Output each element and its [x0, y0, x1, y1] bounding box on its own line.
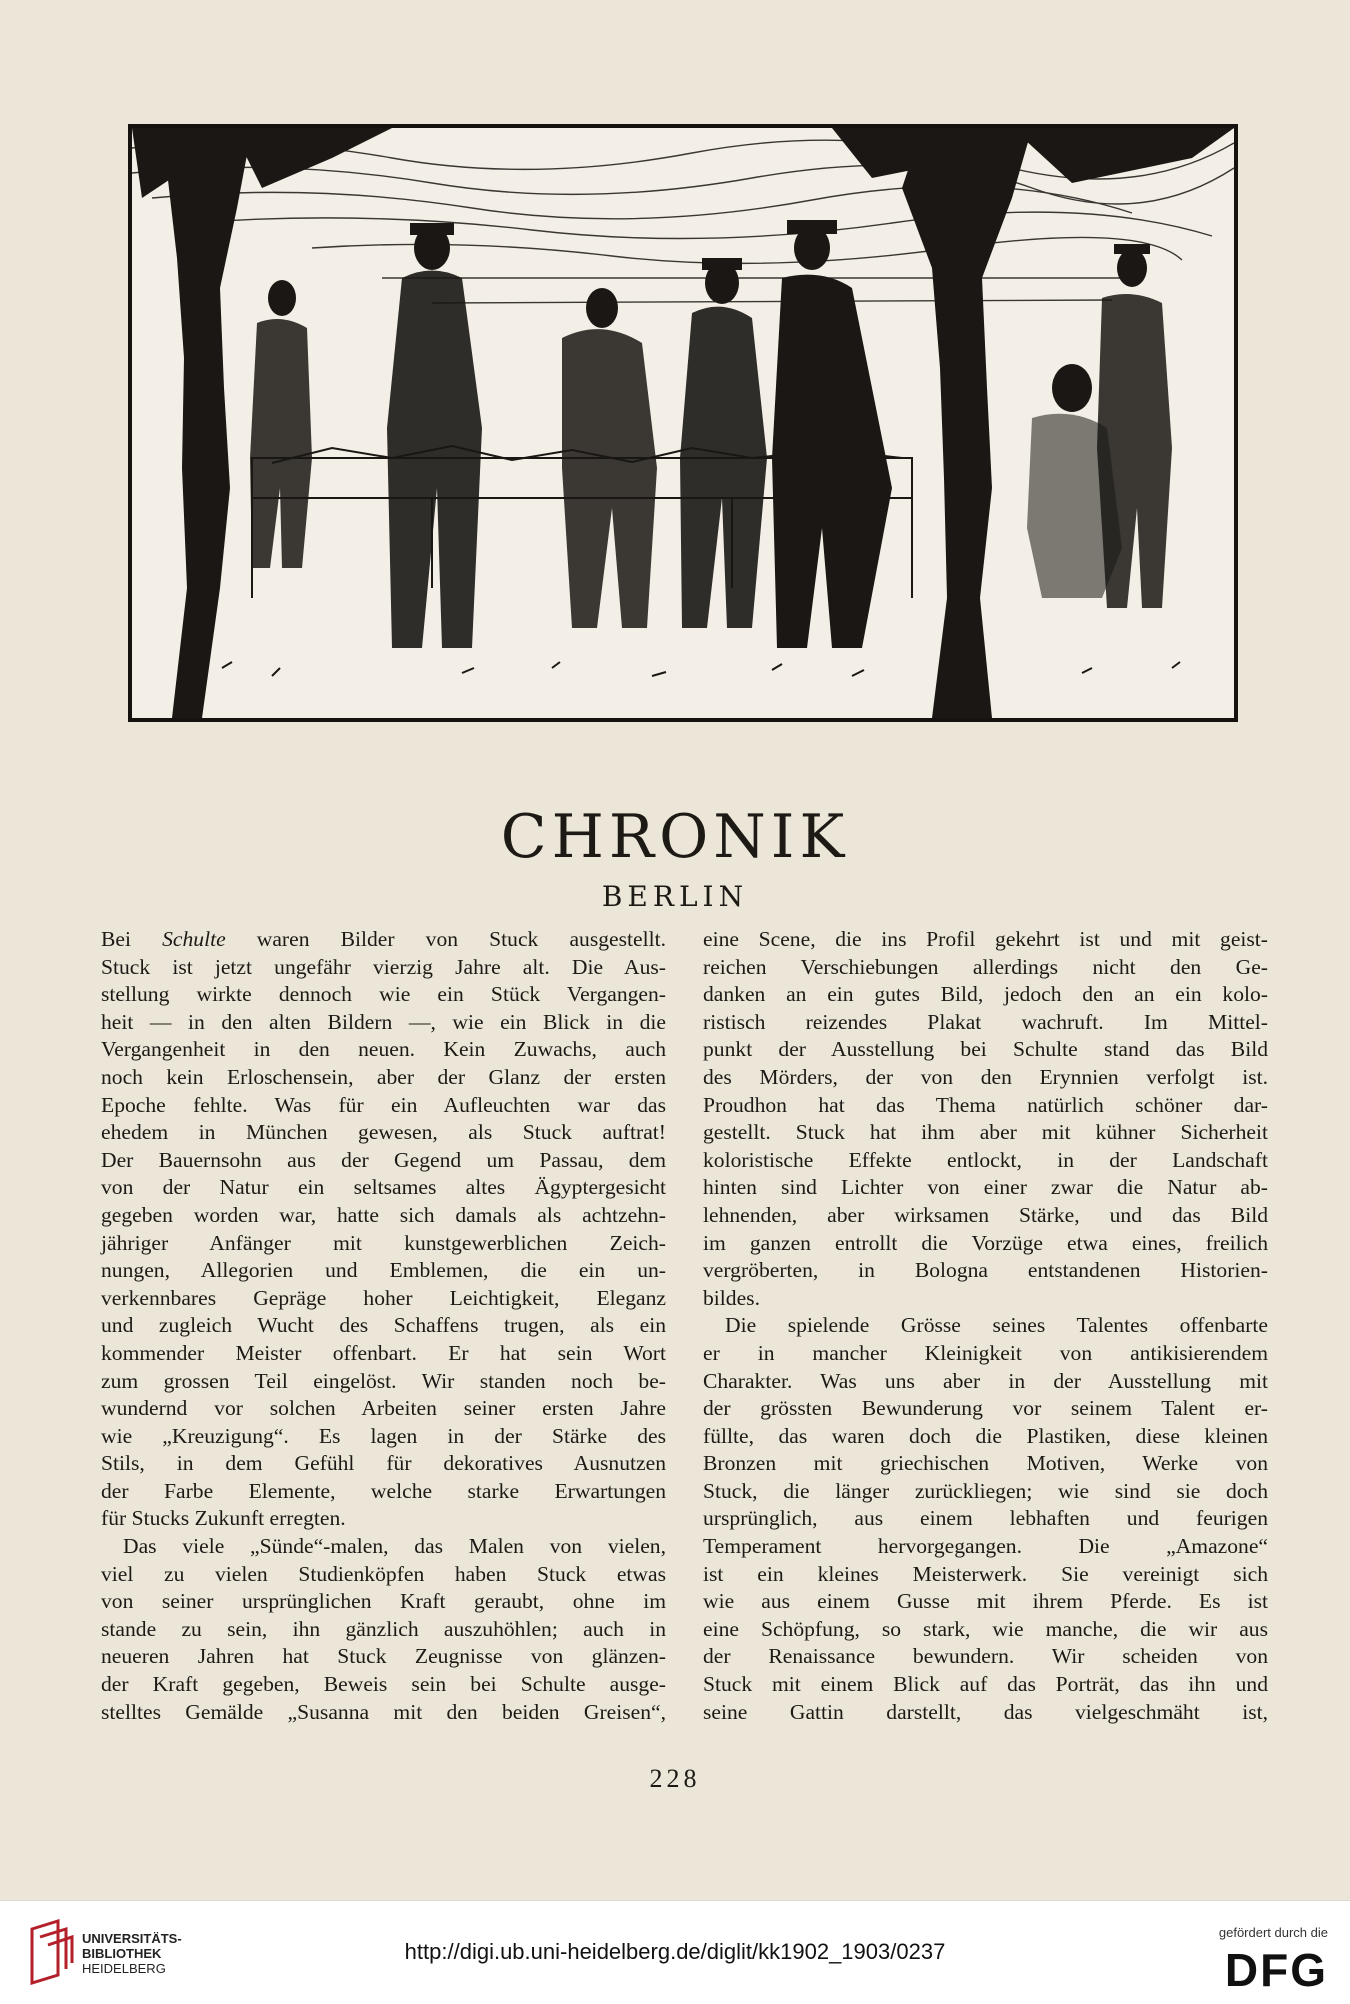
text-line: jähriger Anfänger mit kunstgewerblichen Zeich-	[101, 1230, 666, 1255]
text-line: wie aus einem Gusse mit ihrem Pferde. Es ist	[703, 1589, 1268, 1614]
text-line: ursprünglich, aus einem lebhaften und feurigen	[703, 1506, 1268, 1531]
text-line: Temperament hervorgegangen. Die „Amazone“	[703, 1534, 1268, 1559]
text-line: Stuck mit einem Blick auf das Porträt, das ihn und	[703, 1672, 1268, 1697]
page-title: CHRONIK	[500, 802, 850, 872]
text-line: viel zu vielen Studienköpfen haben Stuck etwas	[101, 1561, 666, 1586]
text-line: Stuck, die länger zurückliegen; wie sind sie doch	[703, 1478, 1268, 1503]
text-line: Bei Schulte waren Bilder von Stuck ausgestellt.	[101, 927, 666, 951]
text-line: der Farbe Elemente, welche starke Erwartungen	[101, 1478, 666, 1503]
text-line: zum grossen Teil eingelöst. Wir standen noch be-	[101, 1368, 666, 1393]
text-line: gestellt. Stuck hat ihm aber mit kühner Sicherheit	[703, 1120, 1268, 1145]
text-line: ist ein kleines Meisterwerk. Sie vereinigt sich	[703, 1561, 1268, 1586]
text-line: Das viele „Sünde“-malen, das Malen von vielen,	[123, 1534, 666, 1559]
text-line: punkt der Ausstellung bei Schulte stand das Bild	[703, 1037, 1268, 1062]
text-line: kommender Meister offenbart. Er hat sein Wort	[101, 1340, 666, 1365]
text-line: stellung wirkte dennoch wie ein Stück Vergangen-	[101, 982, 666, 1007]
text-column-right	[703, 926, 1268, 1726]
text-line: der Kraft gegeben, Beweis sein bei Schulte ausge-	[101, 1672, 666, 1697]
library-name-line: UNIVERSITÄTS-	[82, 1931, 182, 1946]
text-line: und zugleich Wucht des Schaffens trugen, als ein	[101, 1313, 666, 1338]
text-line: bildes.	[703, 1285, 760, 1310]
text-line: eine Schöpfung, so stark, wie manche, die wir aus	[703, 1616, 1268, 1641]
text-line: lehnenden, aber wirksamen Stärke, und das Bild	[703, 1202, 1268, 1227]
text-line: Stils, in dem Gefühl für dekoratives Ausnutzen	[101, 1451, 666, 1476]
text-line: verkennbares Gepräge hoher Leichtigkeit, Eleganz	[101, 1285, 666, 1310]
text-line: Stuck ist jetzt ungefähr vierzig Jahre alt. Die Aus-	[101, 954, 666, 979]
text-line: er in mancher Kleinigkeit von antikisierendem	[703, 1340, 1268, 1365]
text-line: wie „Kreuzigung“. Es lagen in der Stärke des	[101, 1423, 666, 1448]
dfg-logo: DFG	[1224, 1944, 1328, 1996]
text-line: des Mörders, der von den Erynnien verfolgt ist.	[703, 1064, 1268, 1089]
text-line: Proudhon hat das Thema natürlich schöner dar-	[703, 1092, 1268, 1117]
text-line: ehedem in München gewesen, als Stuck auftrat!	[101, 1120, 666, 1145]
text-line: von der Natur ein seltsames altes Ägyptergesicht	[101, 1175, 666, 1200]
text-line: danken an ein gutes Bild, jedoch den an ein kolo-	[703, 982, 1268, 1007]
text-line: eine Scene, die ins Profil gekehrt ist und mit geist-	[703, 927, 1268, 951]
text-line: nungen, Allegorien und Emblemen, die ein un-	[101, 1258, 666, 1283]
text-line: koloristische Effekte entlockt, in der Landschaft	[703, 1147, 1268, 1172]
text-line: Der Bauernsohn aus der Gegend um Passau, dem	[101, 1147, 666, 1172]
text-line: neueren Jahren hat Stuck Zeugnisse von glänzen-	[101, 1644, 666, 1669]
text-line: der grössten Bewunderung vor seinem Talent er-	[703, 1396, 1268, 1421]
book-stall-scene-illustration	[132, 128, 1234, 718]
text-line: stande zu sein, ihn gänzlich auszuhöhlen; auch in	[101, 1616, 666, 1641]
page-number: 228	[649, 1764, 701, 1793]
text-line: der Renaissance bewundern. Wir scheiden von	[703, 1644, 1268, 1669]
text-line: ristisch reizendes Plakat wachruft. Im Mittel-	[703, 1009, 1268, 1034]
book-stall-illustration	[128, 124, 1238, 722]
text-line: stelltes Gemälde „Susanna mit den beiden Greisen“,	[101, 1699, 666, 1724]
text-line: noch kein Erloschensein, aber der Glanz der ersten	[101, 1064, 666, 1089]
text-line: im ganzen entrollt die Vorzüge etwa eines, freilich	[703, 1230, 1268, 1255]
digitization-footer	[0, 1900, 1350, 2004]
section-subtitle: BERLIN	[601, 880, 749, 913]
text-line: reichen Verschiebungen allerdings nicht den Ge-	[703, 954, 1268, 979]
text-line: für Stucks Zukunft erregten.	[101, 1506, 346, 1531]
text-column-left	[101, 926, 666, 1726]
text-line: Epoche fehlte. Was für ein Aufleuchten war das	[101, 1092, 666, 1117]
text-line: seine Gattin darstellt, das vielgeschmäht ist,	[703, 1699, 1268, 1724]
text-line: Die spielende Grösse seines Talentes offenbarte	[725, 1313, 1268, 1338]
text-line: vergröberten, in Bologna entstandenen Historien-	[703, 1258, 1268, 1283]
funding-caption: gefördert durch die	[1218, 1925, 1328, 1940]
text-line: wundernd vor solchen Arbeiten seiner ersten Jahre	[101, 1396, 666, 1421]
library-name-line: HEIDELBERG	[82, 1961, 166, 1976]
text-line: Bronzen mit griechischen Motiven, Werke von	[703, 1451, 1268, 1476]
permalink-url[interactable]: http://digi.ub.uni-heidelberg.de/diglit/kk1902_1903/0237	[404, 1939, 946, 1964]
text-line: Charakter. Was uns aber in der Ausstellung mit	[703, 1368, 1268, 1393]
text-line: von seiner ursprünglichen Kraft geraubt, ohne im	[101, 1589, 666, 1614]
text-line: hinten sind Lichter von einer zwar die Natur ab-	[703, 1175, 1268, 1200]
text-line: heit — in den alten Bildern —, wie ein Blick in die	[101, 1009, 666, 1034]
text-line: gegeben worden war, hatte sich damals als achtzehn-	[101, 1202, 666, 1227]
text-line: Vergangenheit in den neuen. Kein Zuwachs, auch	[101, 1037, 666, 1062]
text-line: füllte, das waren doch die Plastiken, diese kleinen	[703, 1423, 1268, 1448]
library-name-line: BIBLIOTHEK	[82, 1946, 162, 1961]
